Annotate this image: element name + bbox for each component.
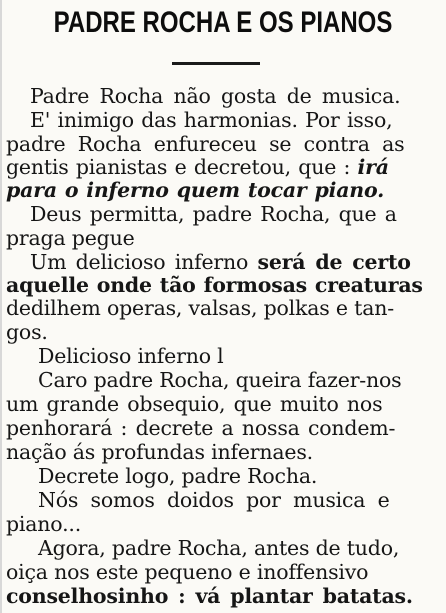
headline-rule	[172, 62, 260, 65]
text-line-12: Delicioso inferno l	[38, 344, 224, 368]
text-line-7: praga pegue	[6, 226, 135, 250]
text-line-22-part1: conselhosinho :	[6, 584, 186, 608]
text-line-13: Caro padre Rocha, queira fazer-nos	[38, 368, 402, 392]
text-line-15: penhorará : decrete a nossa condem-	[6, 416, 396, 440]
text-line-14: um grande obsequio, que muito nos	[6, 392, 383, 416]
text-line-2: E' inimigo das harmonias. Por isso,	[30, 108, 393, 132]
page-edge	[0, 0, 2, 613]
text-line-8	[30, 250, 411, 274]
text-line-6: Deus permitta, padre Rocha, que a	[30, 202, 397, 226]
text-line-17: Decrete logo, padre Rocha.	[38, 464, 318, 488]
text-line-10: dedilhem operas, valsas, polkas e tan-	[6, 296, 394, 320]
text-line-22-part2: vá plantar batatas.	[195, 584, 413, 608]
text-line-4	[6, 155, 389, 179]
text-line-1: Padre Rocha não gosta de musica.	[30, 84, 401, 108]
text-line-9: aquelle onde tão formosas creaturas	[6, 273, 423, 297]
text-line-11: gos.	[6, 320, 48, 344]
text-line-4-italic: irá	[357, 155, 389, 179]
text-line-21: oiça nos este pequeno e inoffensivo	[6, 560, 369, 584]
text-line-20: Agora, padre Rocha, antes de tudo,	[38, 536, 400, 560]
text-line-8-bold: será de certo	[257, 250, 411, 274]
text-line-16: nação ás profundas infernaes.	[6, 440, 313, 464]
text-line-5-italic: para o inferno quem tocar piano.	[6, 178, 385, 202]
text-line-18: Nós somos doidos por musica e	[38, 488, 390, 512]
text-line-19: piano...	[6, 512, 82, 536]
article-headline: PADRE ROCHA E OS PIANOS	[53, 6, 393, 39]
text-line-22	[6, 584, 413, 608]
text-line-8-roman: Um delicioso inferno	[30, 250, 249, 274]
text-line-4-roman: gentis pianistas e decretou, que :	[6, 155, 351, 179]
text-line-3: padre Rocha enfureceu se contra as	[6, 132, 405, 156]
